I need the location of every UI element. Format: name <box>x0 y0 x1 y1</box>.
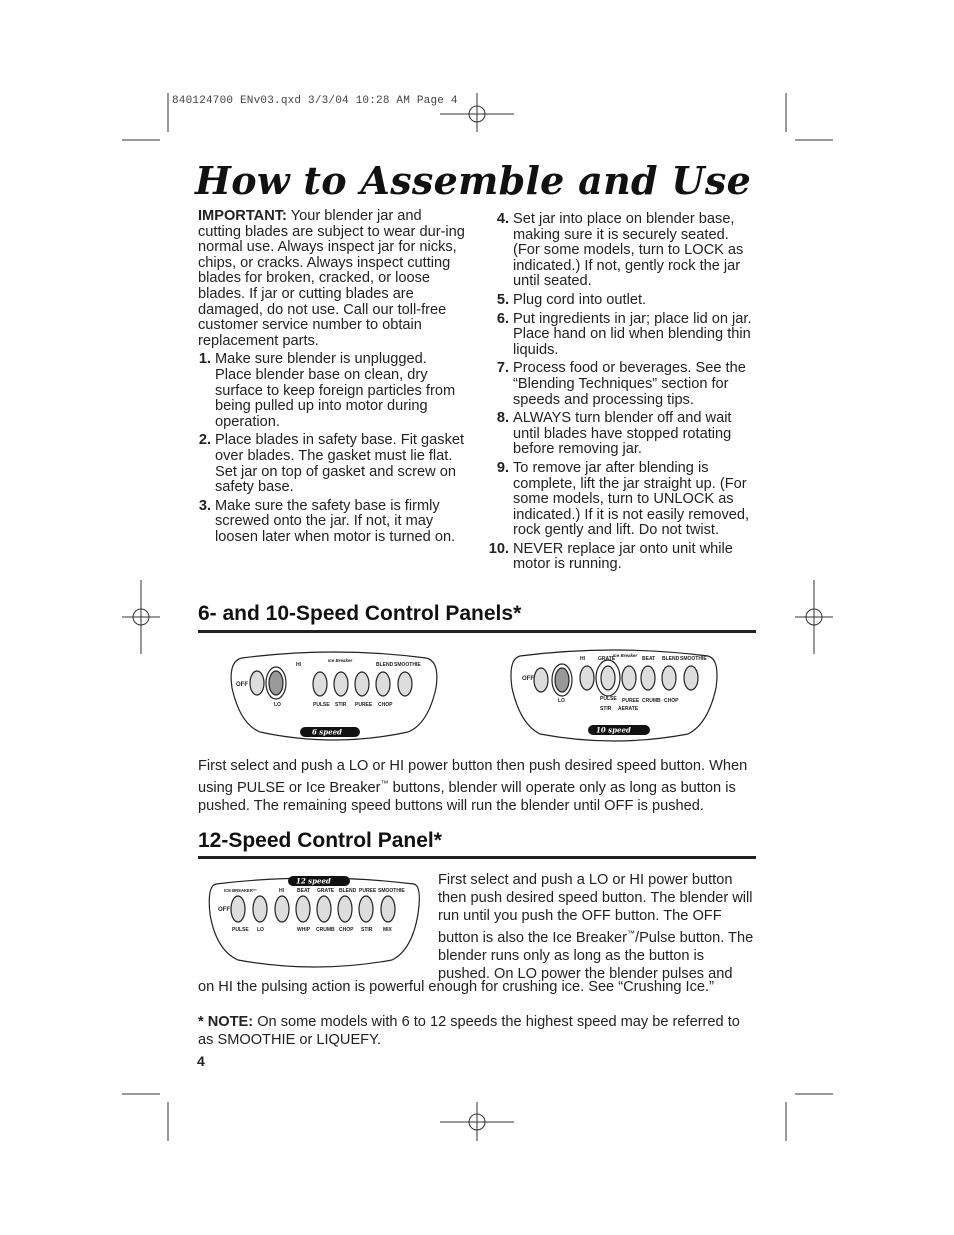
note-paragraph <box>198 1013 758 1049</box>
six-speed-panel-diagram <box>228 648 440 744</box>
step-item <box>484 312 756 359</box>
panel12-label-beat: BEAT <box>297 888 311 894</box>
panel6-label-hi: HI <box>296 662 301 668</box>
steps-list-left <box>198 352 466 545</box>
panel6-hi-button <box>269 671 283 695</box>
panel6-puree-button <box>355 672 369 696</box>
panel12-label-lo: LO <box>257 927 264 933</box>
panel12-hi-button <box>275 896 289 922</box>
section2-text-a: First select and push a LO or HI power button then push desired speed button. The blender will run until you push the OFF button. The OFF button is also the Ice Breaker <box>438 872 753 946</box>
step-number: 8. <box>496 410 509 427</box>
note-text: On some models with 6 to 12 speeds the highest speed may be referred to as SMOOTHIE or LIQUEFY. <box>198 1014 740 1048</box>
panel10-hi-button <box>555 668 569 692</box>
page-title: How to Assemble and Use <box>195 158 752 203</box>
panel12-puree-button <box>359 896 373 922</box>
section-rule <box>198 630 756 633</box>
section2-full-paragraph: on HI the pulsing action is powerful enough for crushing ice. See “Crushing Ice.” <box>198 979 714 995</box>
panel10-label-grate: GRATE <box>598 656 616 662</box>
panel6-pulse-button <box>313 672 327 696</box>
step-item <box>198 499 466 546</box>
step-number: 5. <box>496 291 509 308</box>
step-number: 2. <box>198 432 211 449</box>
step-text: Make sure blender is unplugged. Place blender base on clean, dry surface to keep foreign particles from being pulled up into motor during operation. <box>215 351 456 430</box>
panel6-label-chop: CHOP <box>378 702 393 708</box>
step-text: Plug cord into outlet. <box>513 291 647 308</box>
step-item <box>484 293 756 309</box>
panel10-label-stir: STIR <box>600 706 612 712</box>
panel10-label-beat: BEAT <box>642 656 656 662</box>
panel10-label-pulse: PULSE <box>600 696 617 702</box>
section-heading-6-10-speed: 6- and 10-Speed Control Panels* <box>198 602 522 625</box>
step-item <box>484 212 756 290</box>
panel10-pulse-button <box>601 666 615 690</box>
note-label: * NOTE: <box>198 1014 254 1030</box>
step-item <box>484 361 756 408</box>
panel6-badge: 6 speed <box>312 727 342 737</box>
step-number: 6. <box>496 310 509 327</box>
twelve-speed-panel-diagram <box>206 872 424 972</box>
panel10-puree-button <box>622 666 636 690</box>
important-text: Your blender jar and cutting blades are subject to wear dur-ing normal use. Always inspect jar for nicks, chips, or cracks. Always inspect cutting blades for broken, cracked, or loose blades. If jar or cutting blades are damaged, do not use. Call our toll-free customer service number to obtain replacement parts. <box>198 208 465 349</box>
panel6-label-stir: STIR <box>335 702 347 708</box>
panel6-label-lo: LO <box>274 702 281 708</box>
page-number: 4 <box>197 1053 205 1069</box>
steps-list-right <box>484 212 756 573</box>
panel10-beat-button <box>641 666 655 690</box>
panel10-off-button <box>534 668 548 692</box>
panel10-label-smoothie: SMOOTHIE <box>680 656 707 662</box>
panel6-off-button <box>250 671 264 695</box>
trademark-mark: ™ <box>380 779 389 788</box>
panel12-label-puree: PUREE <box>359 888 377 894</box>
important-label: IMPORTANT: <box>198 208 287 224</box>
panel6-label-smoothie: SMOOTHIE <box>394 662 421 668</box>
panel10-label-blend: BLEND <box>662 656 680 662</box>
panel10-chop-button <box>684 666 698 690</box>
panel10-grate-button <box>580 666 594 690</box>
left-column <box>198 209 466 545</box>
step-number: 10. <box>488 540 509 557</box>
step-number: 1. <box>198 351 211 368</box>
trademark-mark: ™ <box>627 929 636 938</box>
step-number: 7. <box>496 360 509 377</box>
panel12-grate-button <box>317 896 331 922</box>
panel6-smoothie-button <box>398 672 412 696</box>
panel12-beat-button <box>296 896 310 922</box>
panel12-badge: 12 speed <box>296 876 331 886</box>
panel12-label-whip: WHIP <box>297 927 311 933</box>
step-item <box>484 461 756 539</box>
panel6-label-blend: BLEND <box>376 662 394 668</box>
step-text: To remove jar after blending is complete, lift the jar straight up. (For some models, turn to UNLOCK as indicated.) If it is not easily removed, rock gently and lift. Do not twist. <box>513 459 750 539</box>
print-slug: 840124700 ENv03.qxd 3/3/04 10:28 AM Page 4 <box>172 95 458 107</box>
panel6-blend-button <box>376 672 390 696</box>
panel12-label-crumb: CRUMB <box>316 927 335 933</box>
step-item <box>484 542 756 573</box>
step-number: 9. <box>496 459 509 476</box>
panel12-label-icebreaker: ICE BREAKER™ <box>224 888 258 893</box>
panel10-label-puree: PUREE <box>622 698 640 704</box>
panel6-label-pulse: PULSE <box>313 702 330 708</box>
section1-text-a: First select and push a LO or HI power button then push desired speed button. When using PULSE or Ice Breaker <box>198 758 748 796</box>
panel12-label-stir: STIR <box>361 927 373 933</box>
panel10-label-aerate: AERATE <box>618 706 639 712</box>
panel10-crumb-button <box>662 666 676 690</box>
panel12-off-label: OFF <box>218 907 230 913</box>
panel6-stir-button <box>334 672 348 696</box>
panel12-label-hi: HI <box>279 888 284 894</box>
panel10-off-label: OFF <box>522 676 534 682</box>
section2-wrap-paragraph <box>438 871 758 983</box>
step-text: Place blades in safety base. Fit gasket over blades. The gasket must lie flat. Set jar on top of gasket and screw on safety base. <box>215 432 465 496</box>
step-text: NEVER replace jar onto unit while motor is running. <box>513 540 733 573</box>
panel12-off-button <box>231 896 245 922</box>
step-text: Set jar into place on blender base, making sure it is securely seated. (For some models, turn to LOCK as indicated.) If not, gently rock the jar until seated. <box>513 211 744 290</box>
panel12-lo-button <box>253 896 267 922</box>
panel12-label-smoothie: SMOOTHIE <box>378 888 405 894</box>
panel6-label-puree: PUREE <box>355 702 373 708</box>
section2-text-b: /Pulse button. The blender runs only as long as the button is pushed. On LO power the blender pulses and <box>438 929 754 982</box>
panel12-blend-button <box>338 896 352 922</box>
panel10-label-crumb: CRUMB <box>642 698 661 704</box>
panel12-label-chop: CHOP <box>339 927 354 933</box>
panel10-label-lo: LO <box>558 698 565 704</box>
ten-speed-panel-diagram <box>508 648 720 744</box>
important-paragraph <box>198 209 466 349</box>
step-number: 3. <box>198 497 211 514</box>
panel6-off-label: OFF <box>236 682 248 688</box>
step-text: Put ingredients in jar; place lid on jar. Place hand on lid when blending thin liquids. <box>513 310 752 358</box>
panel10-logo: Ice Breaker <box>613 653 638 658</box>
right-column <box>484 209 756 573</box>
section1-text-b: buttons, blender will operate only as long as button is pushed. The remaining speed buttons will run the blender until OFF is pushed. <box>198 779 736 814</box>
panel10-badge: 10 speed <box>596 725 631 735</box>
step-number: 4. <box>496 211 509 227</box>
section1-paragraph <box>198 757 758 815</box>
section-rule <box>198 856 756 859</box>
step-item <box>198 433 466 495</box>
step-text: Process food or beverages. See the “Blending Techniques” section for speeds and processing tips. <box>513 360 746 408</box>
step-item <box>198 352 466 430</box>
step-item <box>484 411 756 458</box>
panel12-label-blend: BLEND <box>339 888 357 894</box>
step-text: ALWAYS turn blender off and wait until blades have stopped rotating before removing jar. <box>513 410 732 458</box>
section-heading-12-speed: 12-Speed Control Panel* <box>198 829 442 852</box>
panel12-smoothie-button <box>381 896 395 922</box>
step-text: Make sure the safety base is firmly screwed onto the jar. If not, it may loosen later when motor is turned on. <box>215 497 456 545</box>
panel10-label-hi: HI <box>580 656 585 662</box>
panel12-label-grate: GRATE <box>317 888 335 894</box>
panel12-label-pulse: PULSE <box>232 927 249 933</box>
panel10-label-chop: CHOP <box>664 698 679 704</box>
panel6-logo: Ice Breaker <box>328 658 353 663</box>
panel12-label-mix: MIX <box>383 927 392 933</box>
